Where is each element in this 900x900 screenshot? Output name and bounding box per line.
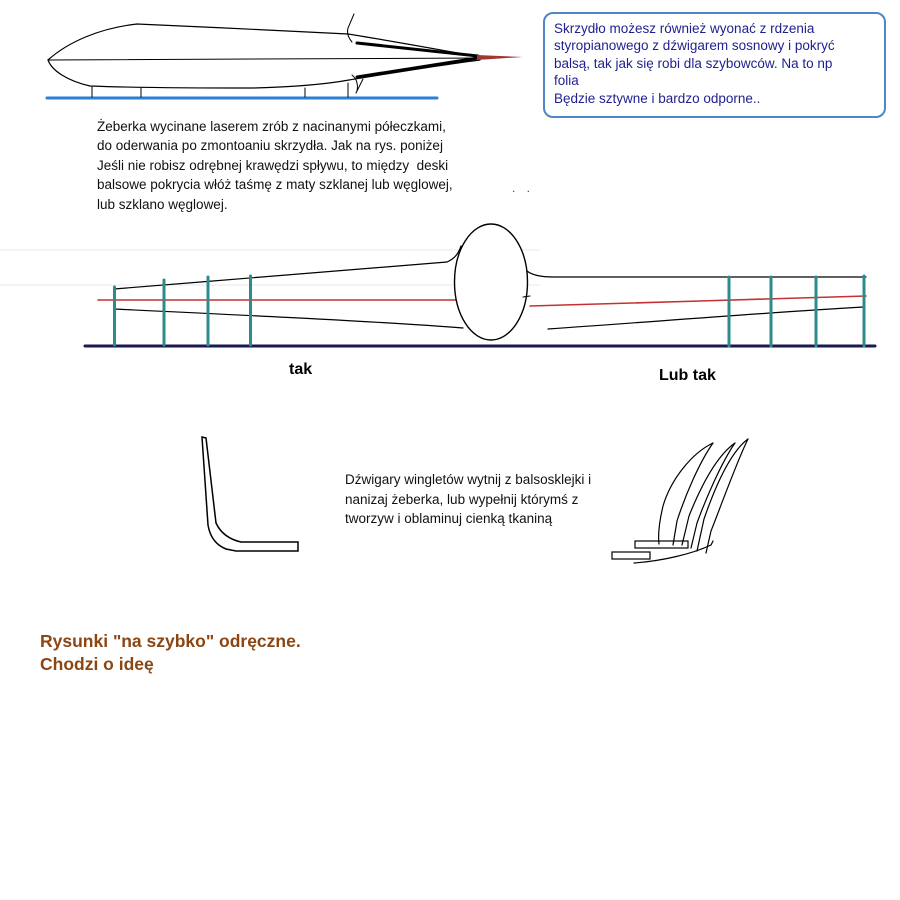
note-line: Będzie sztywne i bardzo odporne.. bbox=[554, 90, 761, 106]
winglet-instructions-paragraph bbox=[345, 470, 591, 529]
wing-plan-view bbox=[0, 224, 875, 346]
label-tak: tak bbox=[289, 361, 313, 378]
paragraph-line: lub szklano węglowej. bbox=[97, 196, 228, 212]
sketch-shape bbox=[114, 246, 461, 289]
paragraph-line: nanizaj żeberka, lub wypełnij którymś z bbox=[345, 491, 579, 507]
paragraph-line: Dźwigary wingletów wytnij z balsosklejki i bbox=[345, 472, 592, 487]
paragraph-line: tworzyw i oblaminuj cienką tkaniną bbox=[345, 511, 553, 527]
sketch-shape bbox=[357, 43, 478, 56]
paragraph-line: Żeberka wycinane laserem zrób z nacinanymi półeczkami, bbox=[97, 119, 446, 134]
paragraph-line: balsowe pokrycia włóż taśmę z maty szklanej lub węglowej, bbox=[97, 177, 453, 193]
sketch-shape bbox=[455, 224, 528, 340]
winglet-spar-right bbox=[612, 439, 748, 563]
note-line: styropianowego z dźwigarem sosnowy i pokryć bbox=[554, 38, 835, 54]
sketch-shape bbox=[635, 541, 688, 548]
footer-line: Rysunki "na szybko" odręczne. bbox=[40, 631, 301, 651]
sketch-shape bbox=[202, 437, 298, 551]
note-line: folia bbox=[554, 73, 579, 89]
footer-remark bbox=[40, 630, 301, 676]
sketch-shape bbox=[48, 24, 481, 60]
label-lub-tak: Lub tak bbox=[659, 367, 716, 384]
airfoil-side-view bbox=[47, 14, 523, 98]
sketch-shape bbox=[114, 309, 463, 328]
ribs-instructions-paragraph bbox=[97, 117, 453, 214]
sketch-shape bbox=[348, 14, 355, 42]
winglet-spar-left bbox=[202, 437, 298, 551]
sketch-shape bbox=[48, 60, 480, 88]
note-line: balsą, tak jak się robi dla szybowców. Na to np bbox=[554, 55, 833, 71]
paragraph-line: Jeśli nie robisz odrębnej krawędzi spływu, to między deski bbox=[97, 157, 449, 173]
sketch-shape bbox=[477, 55, 523, 60]
sketch-shape bbox=[48, 58, 483, 60]
paragraph-line: do oderwania po zmontoaniu skrzydła. Jak na rys. poniżej bbox=[97, 138, 443, 154]
sketch-shape bbox=[612, 552, 650, 559]
sketch-shape bbox=[357, 58, 478, 77]
stray-dots: . . bbox=[512, 181, 535, 195]
footer-line: Chodzi o ideę bbox=[40, 654, 154, 674]
styrofoam-note-box bbox=[543, 12, 886, 118]
sketch-shape bbox=[673, 443, 713, 545]
note-line: Skrzydło możesz również wyonać z rdzenia bbox=[554, 21, 815, 36]
